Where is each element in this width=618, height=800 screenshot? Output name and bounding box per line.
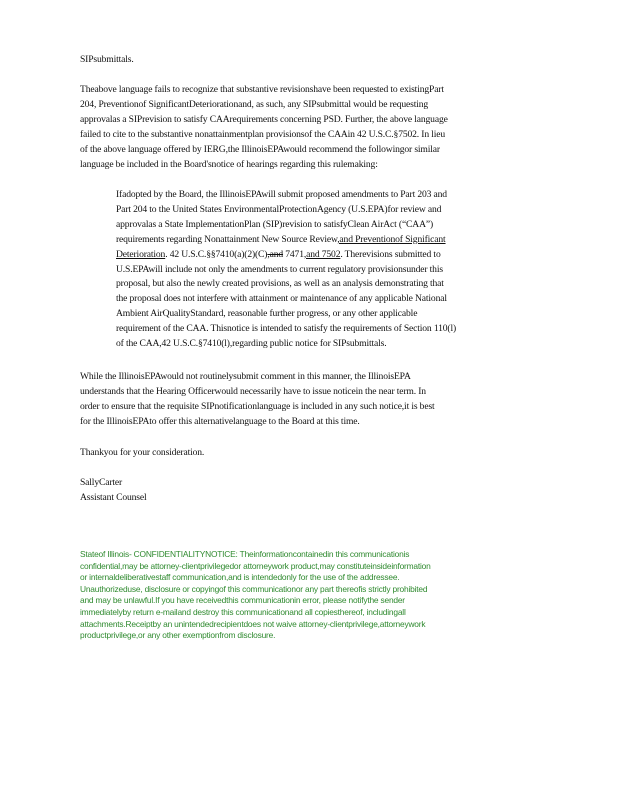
notice-line: immediatelyby return e-mailand destroy this communicationand all copiesthereof, includingall <box>80 606 406 617</box>
signature-block <box>80 476 538 506</box>
inserted-text: ,and Preventionof Significant <box>337 233 446 245</box>
notice-line: attachments.Receiptby an unintendedrecipientdoes not waive attorney-clientprivilege,attorneywork <box>80 618 426 629</box>
paragraph-line: understands that the Hearing Officerwould necessarily have to issue noticein the near term. In <box>80 385 426 397</box>
deleted-text: ,and <box>267 248 284 260</box>
inserted-text: ,and 7502 <box>303 248 341 260</box>
quote-line: the proposal does not interfere with attainment or maintenance of any applicable National <box>116 293 447 305</box>
proposed-notice-language-quote <box>116 188 522 352</box>
paragraph-language-critique <box>80 83 538 172</box>
notice-line: confidential,may be attorney-clientprivilegedor attorneywork product,may constituteinsideinformation <box>80 560 431 571</box>
paragraph-line: 204, Preventionof SignificantDeteriorationand, as such, any SIPsubmittal would be requesting <box>80 98 429 110</box>
quote-line: Ifadopted by the Board, the IllinoisEPAwill submit proposed amendments to Part 203 and <box>116 189 447 200</box>
notice-line: productprivilege,or any other exemptionfrom disclosure. <box>80 630 276 641</box>
quote-line: proposal, but also the newly created provisions, as well as an analysis demonstrating that <box>116 278 444 290</box>
closing-line: Thankyou for your consideration. <box>80 447 205 458</box>
quote-text: 7471 <box>283 248 304 260</box>
quote-line: Part 204 to the United States EnvironmentalProtectionAgency (U.S.EPA)for review and <box>116 203 442 215</box>
quote-line: U.S.EPAwill include not only the amendments to current regulatory provisionsunder this <box>116 263 443 275</box>
quote-line: approvalas a State ImplementationPlan (SIP)revision to satisfyClean AirAct (“CAA”) <box>116 218 434 230</box>
confidentiality-notice <box>80 549 550 642</box>
quote-line <box>116 233 522 248</box>
notice-line: Unauthorizeduse, disclosure or copyingof this communicationor any part thereofis strictly prohibited <box>80 583 428 594</box>
paragraph-line: for the IllinoisEPAto offer this alternativelanguage to the Board at this time. <box>80 415 360 427</box>
signature-name: SallyCarter <box>80 477 123 488</box>
quote-text: requirements regarding Nonattainment New Source Review <box>116 233 338 245</box>
header-fragment: SIPsubmittals. <box>80 54 134 65</box>
signature-title: Assistant Counsel <box>80 491 147 503</box>
paragraph-line: language be included in the Board'snotice of hearings regarding this rulemaking: <box>80 158 378 170</box>
quote-text: . 42 U.S.C.§§7410(a)(2)(C) <box>165 248 268 260</box>
notice-line: Stateof Illinois- CONFIDENTIALITYNOTICE: Theinformationcontainedin this communicationis <box>80 549 410 559</box>
paragraph-epa-position <box>80 370 538 430</box>
quote-text: . Therevisions submitted to <box>340 248 441 260</box>
paragraph-line: While the IllinoisEPAwould not routinelysubmit comment in this manner, the IllinoisEPA <box>80 371 411 382</box>
paragraph-line: of the above language offered by IERG,the IllinoisEPAwould recommend the followingor similar <box>80 143 440 155</box>
quote-line <box>116 248 522 263</box>
quote-line: Ambient AirQualityStandard, reasonable further progress, or any other applicable <box>116 308 418 320</box>
notice-line: and may be unlawful.If you have receivedthis communicationin error, please notifythe sender <box>80 595 405 606</box>
notice-line: or internaldeliberativestaff communication,and is intendedonly for the use of the addressee. <box>80 572 400 583</box>
paragraph-line: order to ensure that the requisite SIPnotificationlanguage is included in any such notice,it is best <box>80 400 435 412</box>
paragraph-line: approvalas a SIPrevision to satisfy CAArequirements concerning PSD. Further, the above language <box>80 113 448 125</box>
quote-line: of the CAA,42 U.S.C.§7410(l),regarding public notice for SIPsubmittals. <box>116 338 387 350</box>
quote-line: requirement of the CAA. Thisnotice is intended to satisfy the requirements of Section 110(l) <box>116 323 457 335</box>
paragraph-line: Theabove language fails to recognize that substantive revisionshave been requested to existingPart <box>80 84 444 95</box>
paragraph-line: failed to cite to the substantive nonattainmentplan provisionsof the CAAin 42 U.S.C.§7502. In lieu <box>80 128 445 140</box>
inserted-text: Deterioration <box>116 248 166 260</box>
